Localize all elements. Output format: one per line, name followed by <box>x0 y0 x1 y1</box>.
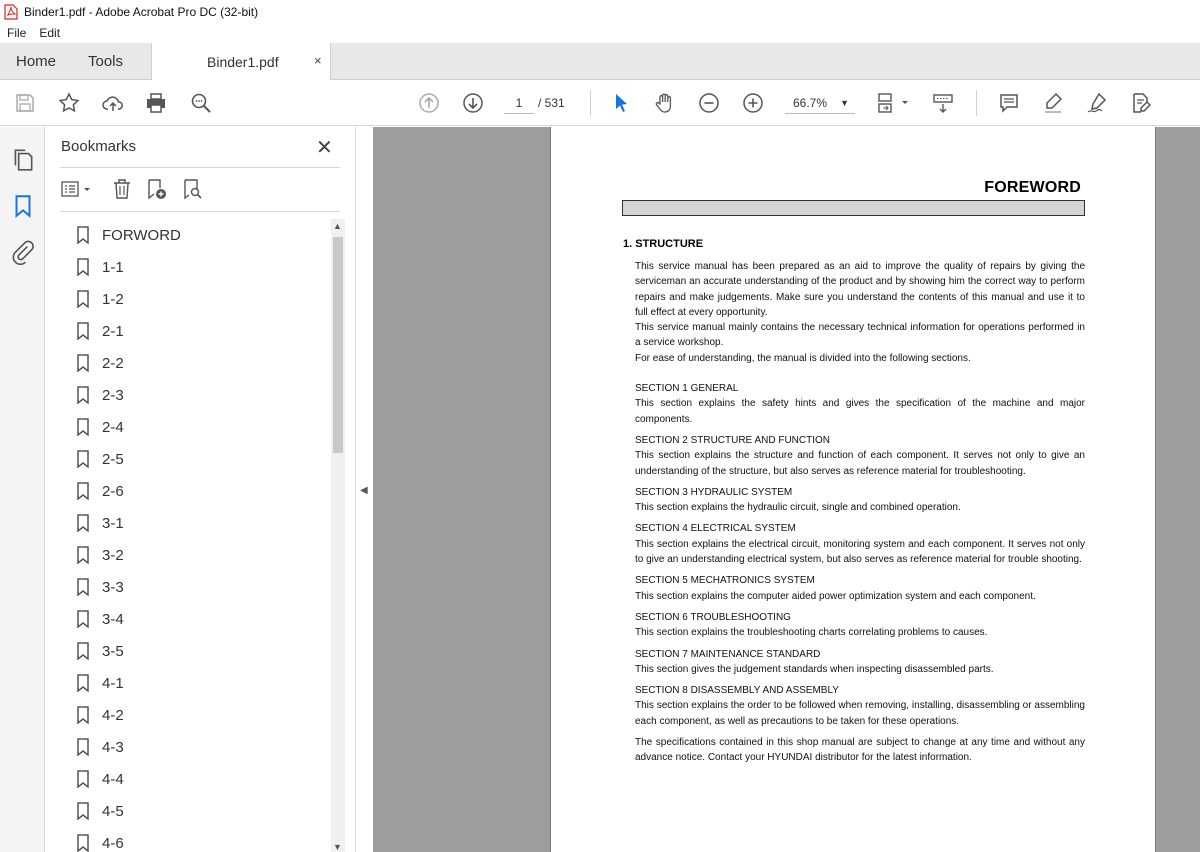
keyboard-scroll-icon <box>931 91 955 115</box>
bookmark-icon <box>76 386 90 404</box>
bookmark-label: 2-3 <box>102 386 124 404</box>
page-heading: FOREWORD <box>984 179 1081 196</box>
page-body <box>635 259 1085 766</box>
title-bar <box>0 0 1200 23</box>
bookmark-star-button[interactable] <box>56 90 82 116</box>
manual-section <box>635 381 1085 427</box>
bookmark-icon <box>76 706 90 724</box>
page-number-input[interactable]: 1 <box>504 92 534 114</box>
bookmark-label: 3-5 <box>102 642 124 660</box>
pdf-page <box>550 127 1156 852</box>
bookmark-item[interactable] <box>76 251 326 283</box>
zoom-level-value: 66.7% <box>793 96 828 110</box>
bookmark-icon <box>76 290 90 308</box>
bookmark-item[interactable] <box>76 571 326 603</box>
navigation-rail <box>0 127 45 852</box>
bookmark-label: 4-6 <box>102 834 124 852</box>
comment-button[interactable] <box>996 90 1022 116</box>
bookmarks-icon[interactable] <box>10 193 36 219</box>
tab-tools[interactable]: Tools <box>88 53 124 70</box>
panel-splitter[interactable] <box>355 127 373 852</box>
manual-section-heading: SECTION 8 DISASSEMBLY AND ASSEMBLY <box>635 685 839 697</box>
manual-section-text: This section explains the structure and function of each component. It serves not only to give an understanding of the structure, but also serves as reference material for troubleshooting. <box>635 450 1085 477</box>
tab-close-icon[interactable]: × <box>314 53 322 68</box>
page-display-button[interactable] <box>875 90 911 116</box>
acrobat-app-icon <box>4 4 18 20</box>
bookmark-label: 2-4 <box>102 418 124 436</box>
bookmark-icon <box>76 514 90 532</box>
bookmark-icon <box>76 642 90 660</box>
bookmark-list <box>76 219 326 852</box>
chevron-down-icon: ▼ <box>840 98 849 108</box>
hand-icon <box>653 91 677 115</box>
bookmark-item[interactable] <box>76 635 326 667</box>
manual-section-text: This section explains the troubleshooting charts correlating problems to causes. <box>635 627 988 639</box>
bookmark-icon <box>76 834 90 852</box>
plus-circle-icon <box>741 91 765 115</box>
minus-circle-icon <box>697 91 721 115</box>
intro-paragraph: This service manual has been prepared as an aid to improve the quality of repairs by giving the serviceman an accurate understanding of the product and by showing him the correct way to perform repairs and make judgements. Make sure you understand the contents of this manual and use it to full effect at every opportunity. <box>635 261 1085 318</box>
bookmarks-panel <box>46 127 355 852</box>
bookmark-icon <box>76 450 90 468</box>
draw-button[interactable] <box>1084 90 1110 116</box>
spacer <box>635 366 1085 381</box>
manual-section-heading: SECTION 4 ELECTRICAL SYSTEM <box>635 523 796 535</box>
bookmark-icon <box>76 418 90 436</box>
bookmark-icon <box>76 738 90 756</box>
arrow-down-circle-icon <box>461 91 485 115</box>
bookmark-item[interactable] <box>76 379 326 411</box>
cursor-arrow-icon <box>609 91 633 115</box>
next-page-button[interactable] <box>460 90 486 116</box>
arrow-up-circle-icon <box>417 91 441 115</box>
manual-section <box>635 485 1085 516</box>
bookmark-item[interactable] <box>76 827 326 852</box>
bookmark-icon <box>76 578 90 596</box>
divider <box>60 167 340 168</box>
bookmark-item[interactable] <box>76 731 326 763</box>
manual-section-heading: SECTION 2 STRUCTURE AND FUNCTION <box>635 434 831 446</box>
menu-file[interactable]: File <box>7 26 27 40</box>
bookmark-label: 1-2 <box>102 290 124 308</box>
page-thumbnails-icon[interactable] <box>10 147 36 173</box>
bookmark-label: 2-1 <box>102 322 124 340</box>
save-icon <box>13 91 37 115</box>
bookmark-label: 4-4 <box>102 770 124 788</box>
bookmark-icon <box>76 322 90 340</box>
bookmark-item[interactable] <box>76 443 326 475</box>
manual-section <box>635 433 1085 479</box>
toolbar-divider <box>590 90 591 116</box>
intro-paragraph: For ease of understanding, the manual is divided into the following sections. <box>635 352 971 364</box>
edit-document-icon <box>1129 91 1153 115</box>
previous-page-button[interactable] <box>416 90 442 116</box>
collapse-panel-icon[interactable]: ◀ <box>360 485 368 496</box>
menu-bar <box>0 23 1200 43</box>
scrollbar-thumb[interactable] <box>333 237 343 453</box>
window-title: Binder1.pdf - Adobe Acrobat Pro DC (32-bit) <box>24 4 259 19</box>
bookmark-icon <box>76 354 90 372</box>
bookmark-item[interactable] <box>76 411 326 443</box>
bookmark-item[interactable] <box>76 667 326 699</box>
search-icon <box>189 91 213 115</box>
tab-document-label: Binder1.pdf <box>207 54 279 70</box>
scroll-up-icon[interactable]: ▲ <box>333 221 342 231</box>
manual-section-text: This section gives the judgement standards when inspecting disassembled parts. <box>635 663 994 675</box>
heading-bar <box>622 200 1085 216</box>
bookmark-label: 3-2 <box>102 546 124 564</box>
options-menu-icon[interactable] <box>60 177 94 201</box>
bookmark-icon <box>76 258 90 276</box>
manual-section-text: This section explains the order to be followed when removing, installing, disassembling or assembling each component, as well as precautions to be taken for these operations. <box>635 700 1085 727</box>
bookmark-item[interactable] <box>76 539 326 571</box>
comment-icon <box>997 91 1021 115</box>
manual-section <box>635 683 1085 729</box>
page-total: / 531 <box>538 96 565 110</box>
bookmark-label: 4-2 <box>102 706 124 724</box>
main-toolbar <box>0 80 1200 126</box>
bookmark-label: FORWORD <box>102 226 181 244</box>
bookmark-item[interactable] <box>76 315 326 347</box>
intro-paragraph: This service manual mainly contains the necessary technical information for operations performed in a service workshop. <box>635 322 1085 349</box>
bookmark-item[interactable] <box>76 699 326 731</box>
manual-section-heading: SECTION 3 HYDRAULIC SYSTEM <box>635 486 793 498</box>
highlighter-icon <box>1041 91 1065 115</box>
bookmark-label: 4-5 <box>102 802 124 820</box>
zoom-out-button[interactable] <box>696 90 722 116</box>
manual-section <box>635 573 1085 604</box>
bookmark-label: 2-2 <box>102 354 124 372</box>
close-icon[interactable]: ✕ <box>316 137 333 159</box>
fill-sign-button[interactable] <box>1128 90 1154 116</box>
bookmark-item[interactable] <box>76 507 326 539</box>
bookmark-label: 2-5 <box>102 450 124 468</box>
select-tool-button[interactable] <box>608 90 634 116</box>
manual-section-text: This section explains the electrical circuit, monitoring system and each component. It serves not only to give an understanding electrical system, but also serves as reference material for trouble shooting. <box>635 538 1085 566</box>
manual-section-text: This section explains the safety hints and gives the specification of the machine and major components. <box>635 398 1085 425</box>
document-viewport[interactable] <box>373 127 1200 852</box>
manual-section <box>635 647 1085 678</box>
find-bookmark-icon[interactable] <box>180 177 204 201</box>
star-icon <box>57 91 81 115</box>
footer-paragraph: The specifications contained in this shop manual are subject to change at any time and without any advance notice. Contact your HYUNDAI distributor for the latest information. <box>635 737 1085 764</box>
panel-title: Bookmarks <box>61 138 137 155</box>
section-heading: 1. STRUCTURE <box>623 238 704 250</box>
attachments-icon[interactable] <box>10 239 36 265</box>
scroll-mode-button[interactable] <box>930 90 956 116</box>
bookmark-icon <box>76 226 90 244</box>
new-bookmark-icon[interactable] <box>144 177 168 201</box>
manual-section-heading: SECTION 7 MAINTENANCE STANDARD <box>635 648 821 660</box>
hand-tool-button[interactable] <box>652 90 678 116</box>
bookmark-label: 3-1 <box>102 514 124 532</box>
bookmark-icon <box>76 802 90 820</box>
scroll-down-icon[interactable]: ▼ <box>333 842 342 852</box>
divider <box>60 211 340 212</box>
pen-sign-icon <box>1085 91 1109 115</box>
bookmark-icon <box>76 546 90 564</box>
highlight-button[interactable] <box>1040 90 1066 116</box>
manual-section-heading: SECTION 1 GENERAL <box>635 383 739 395</box>
delete-icon[interactable] <box>110 177 134 201</box>
sections-list <box>635 381 1085 729</box>
cloud-upload-icon <box>101 91 125 115</box>
bookmark-label: 2-6 <box>102 482 124 500</box>
fit-page-icon <box>875 91 911 115</box>
tab-bar <box>0 43 1200 80</box>
bookmark-item[interactable] <box>76 795 326 827</box>
bookmark-item[interactable] <box>76 283 326 315</box>
tab-document[interactable] <box>151 43 331 81</box>
manual-section-text: This section explains the computer aided power optimization system and each component. <box>635 590 1036 602</box>
bookmark-label: 4-3 <box>102 738 124 756</box>
bookmark-label: 4-1 <box>102 674 124 692</box>
zoom-level-select[interactable] <box>785 92 855 114</box>
bookmark-icon <box>76 770 90 788</box>
menu-edit[interactable]: Edit <box>39 26 61 40</box>
bookmark-label: 3-4 <box>102 610 124 628</box>
manual-section-heading: SECTION 6 TROUBLESHOOTING <box>635 611 791 623</box>
toolbar-divider <box>976 90 977 116</box>
bookmark-item[interactable] <box>76 219 326 251</box>
bookmarks-scrollbar[interactable] <box>331 219 345 852</box>
printer-icon <box>144 91 168 115</box>
bookmark-icon <box>76 610 90 628</box>
bookmark-item[interactable] <box>76 347 326 379</box>
print-button[interactable] <box>143 90 169 116</box>
manual-section-heading: SECTION 5 MECHATRONICS SYSTEM <box>635 575 815 587</box>
bookmark-item[interactable] <box>76 475 326 507</box>
zoom-in-button[interactable] <box>740 90 766 116</box>
bookmark-item[interactable] <box>76 603 326 635</box>
bookmark-item[interactable] <box>76 763 326 795</box>
bookmark-icon <box>76 482 90 500</box>
bookmark-label: 3-3 <box>102 578 124 596</box>
manual-section <box>635 610 1085 641</box>
bookmark-icon <box>76 674 90 692</box>
tab-home[interactable]: Home <box>16 53 57 70</box>
bookmark-label: 1-1 <box>102 258 124 276</box>
save-button[interactable] <box>12 90 38 116</box>
find-button[interactable] <box>188 90 214 116</box>
manual-section <box>635 521 1085 567</box>
upload-button[interactable] <box>100 90 126 116</box>
manual-section-text: This section explains the hydraulic circuit, single and combined operation. <box>635 502 961 514</box>
